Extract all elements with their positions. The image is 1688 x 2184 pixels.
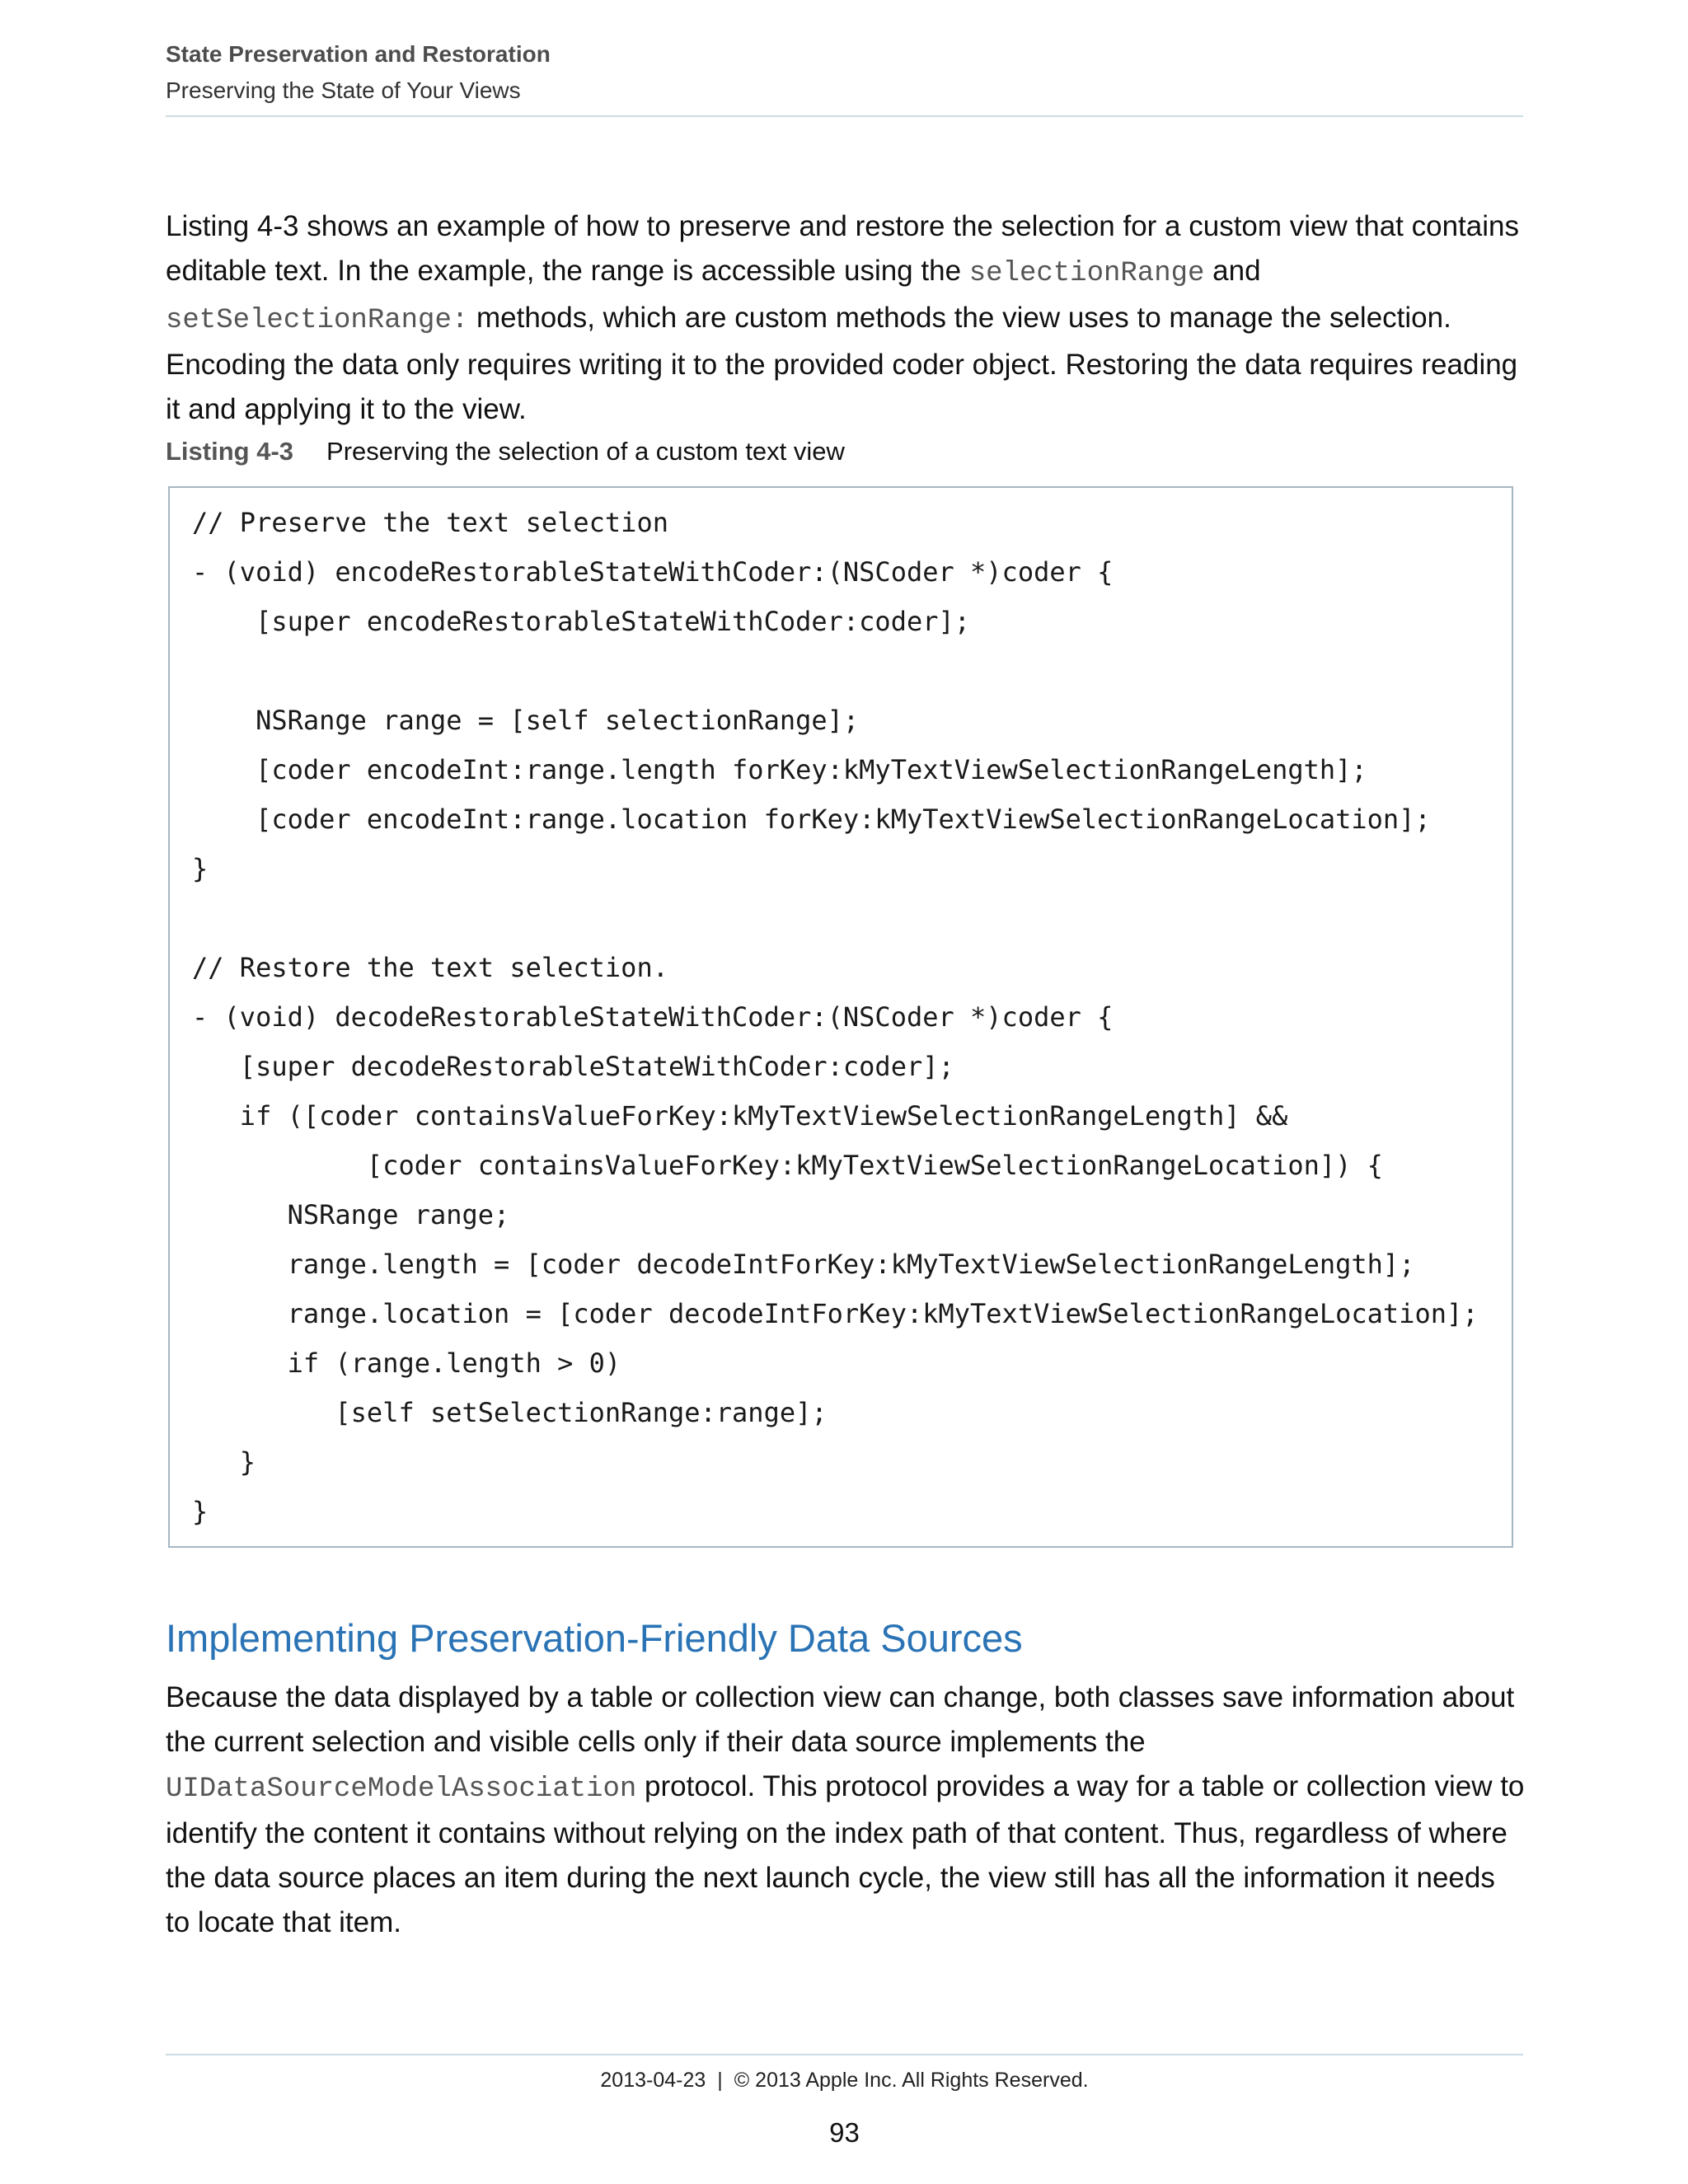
code-line: - (void) encodeRestorableStateWithCoder:(NSCoder *)coder { (192, 556, 1114, 588)
code-line: NSRange range; (192, 1199, 510, 1230)
code-line: } (192, 1446, 256, 1478)
intro-text-2: and (1204, 255, 1261, 287)
code-line: range.location = [coder decodeIntForKey:kMyTextViewSelectionRangeLocation]; (192, 1298, 1479, 1329)
section-text-2: protocol. This protocol provides a way for a table or collection view to identify the content it contains without relying on the index path of that content. Thus, regardless of where the data source places an item during the next launch cycle, the view still has all the information it needs to locate that item. (166, 1770, 1525, 1938)
code-line: } (192, 1496, 209, 1527)
inline-code-set-selection-range: setSelectionRange: (166, 305, 469, 336)
code-line: - (void) decodeRestorableStateWithCoder:(NSCoder *)coder { (192, 1001, 1114, 1033)
code-line: // Restore the text selection. (192, 952, 668, 983)
listing-title: Preserving the selection of a custom text view (326, 437, 845, 466)
code-line: // Preserve the text selection (192, 507, 668, 538)
footer-divider (166, 2054, 1523, 2055)
section-paragraph (166, 1675, 1526, 1945)
code-listing (168, 486, 1513, 1548)
code-line: range.length = [coder decodeIntForKey:kMyTextViewSelectionRangeLength]; (192, 1249, 1415, 1280)
footer-copyright: © 2013 Apple Inc. All Rights Reserved. (734, 2069, 1089, 2092)
intro-text-1: Listing 4-3 shows an example of how to preserve and restore the selection for a custom view that contains editable text. In the example, the range is accessible using the (166, 210, 1519, 287)
chapter-title: State Preservation and Restoration (166, 41, 551, 67)
inline-code-model-association: UIDataSourceModelAssociation (166, 1774, 637, 1805)
code-line: if (range.length > 0) (192, 1347, 621, 1379)
inline-code-selection-range: selectionRange (968, 258, 1205, 289)
footer-date: 2013-04-23 (600, 2069, 706, 2092)
code-line: if ([coder containsValueForKey:kMyTextViewSelectionRangeLength] && (192, 1100, 1288, 1132)
footer-separator: | (717, 2069, 723, 2092)
intro-text-3: methods, which are custom methods the view uses to manage the selection. Encoding the data only requires writing it to the provided coder object. Restoring the data requires reading it and applying it to the view. (166, 302, 1518, 425)
section-text-1: Because the data displayed by a table or collection view can change, both classes save information about the current selection and visible cells only if their data source implements the (166, 1681, 1515, 1758)
section-title: Preserving the State of Your Views (166, 77, 521, 103)
page-number: 93 (829, 2117, 860, 2148)
code-line: [coder containsValueForKey:kMyTextViewSelectionRangeLocation]) { (192, 1150, 1383, 1181)
footer (166, 2065, 1523, 2095)
listing-label: Listing 4-3 (166, 437, 294, 466)
code-line: } (192, 853, 209, 884)
code-line: [self setSelectionRange:range]; (192, 1397, 828, 1428)
code-line: [coder encodeInt:range.location forKey:kMyTextViewSelectionRangeLocation]; (192, 804, 1431, 835)
running-header (166, 38, 1523, 117)
intro-paragraph (166, 204, 1526, 432)
code-line: [super decodeRestorableStateWithCoder:coder]; (192, 1051, 954, 1082)
code-line: [super encodeRestorableStateWithCoder:coder]; (192, 606, 971, 637)
code-line: [coder encodeInt:range.length forKey:kMyTextViewSelectionRangeLength]; (192, 754, 1367, 785)
section-heading: Implementing Preservation-Friendly Data Sources (166, 1616, 1023, 1660)
code-line: NSRange range = [self selectionRange]; (192, 705, 860, 736)
listing-caption (166, 434, 845, 470)
